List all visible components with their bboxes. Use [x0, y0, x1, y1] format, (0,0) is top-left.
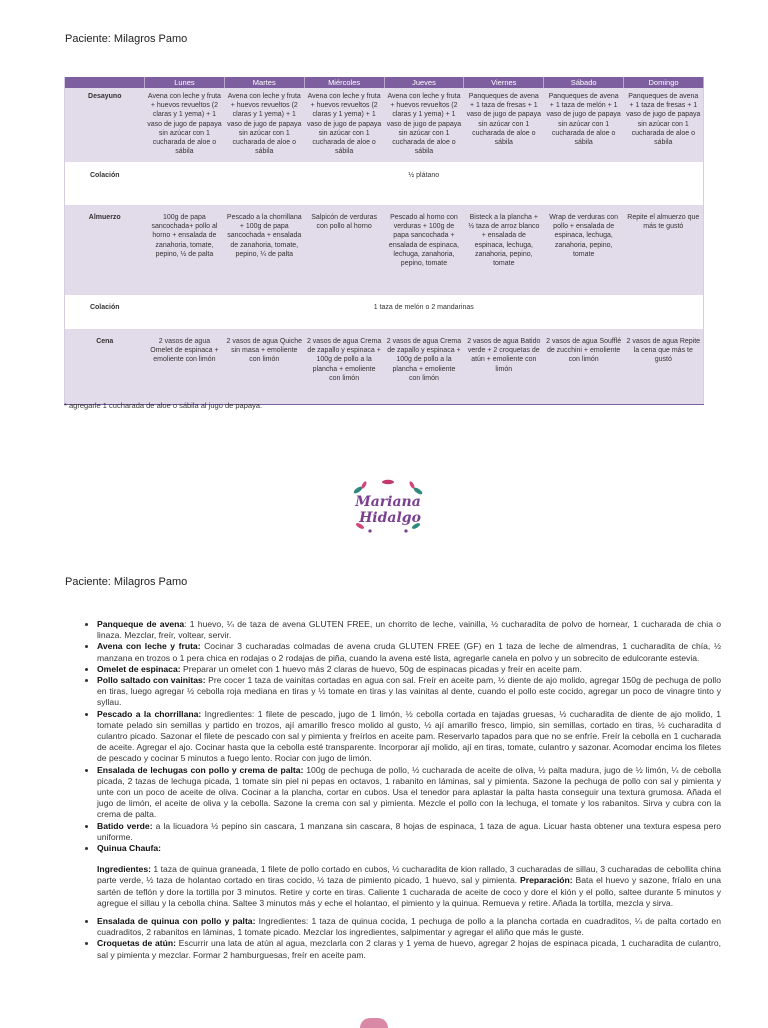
day-header: Jueves: [384, 77, 464, 88]
recipe-list: [80, 619, 721, 961]
recipe-item: [97, 675, 721, 709]
recipe-text: 100g de pechuga de pollo, ½ cucharada de aceite de oliva, ½ palta madura, jugo de ½ limón, ¼ de cebolla picada, 2 tazas de lechuga picada, 1 tomate sin piel ni pepas en octavos, 1 rabanito en láminas, sal y pimienta. Sazone la pechuga de pollo con sal y pimienta y unte con un poco de aceite de oliva. Cocinar a la plancha, cortar en cubos. Usa el tenedor para aplastar la palta hasta conseguir una textura grumosa. Añada el jugo de limón, el aceite de oliva y la cebolla. Sazone la crema con sal y pimienta. Mezcle el pollo con la lechuga, el tomate y los rabanitos. Sirva y cubra con la crema de palta.: [97, 764, 721, 820]
weekly-meal-plan-table: [64, 77, 704, 405]
patient-name-header: Paciente: Milagros Pamo: [65, 33, 188, 45]
recipe-title: Pollo saltado con vainitas:: [97, 675, 206, 686]
meal-cell: Repite el almuerzo que más te gustó: [624, 205, 704, 295]
recipe-title: Panqueque de avena: [97, 619, 185, 629]
meal-label: Cena: [65, 329, 145, 405]
recipe-item: [97, 843, 721, 909]
recipe-text: 1 taza de quinua graneada, 1 filete de pollo cortado en cubos, ½ cucharadita de kion rallado, 3 cucharadas de sillau, 3 cucharadas de cebollita china parte verde, ½ taza de holantao cortado en tiras cocido, ½ taza de pimiento picado, 1 huevo, sal y pimienta.: [97, 864, 721, 886]
recipe-item: [97, 821, 721, 843]
meal-cell: Bisteck a la plancha + ½ taza de arroz blanco + ensalada de espinaca, lechuga, zanahoria, pepino, tomate: [464, 205, 544, 295]
recipe-text: Ingredientes: 1 filete de pescado, jugo de 1 limón, ½ cebolla cortada en tajadas gruesas, ½ cucharadita de diente de ajo molido, 1 tomate pelado sin semillas y partido en trozos, ají amarillo fresco molido al gusto, ½ ají amarillo fresco, limpio, sin semillas, cortado en tiras, ½ cucharadita d culantro picado. Sazonar el filete de pescado con sal y pimienta y freírlos en aceite pam. Reservarlo tapados para que no se enfríe. Freír la cebolla en 1 cucharada de aceite. Agregar el ajo. Cocinar hasta que la cebolla esté transparente. Incorporar ají molido, ají en tiras, tomate, culantro y sazonar. Acomodar encima los filetes de pescado y cocinar 5 minutos a fuego lento. Rociar con jugo de limón.: [97, 708, 721, 764]
meal-cell: Salpicón de verduras con pollo al horno: [304, 205, 384, 295]
recipe-title: Batido verde:: [97, 820, 153, 831]
recipe-item: [97, 938, 721, 960]
day-header: Lunes: [145, 77, 225, 88]
day-header: Sábado: [544, 77, 624, 88]
recipe-title: Croquetas de atún:: [97, 938, 176, 949]
day-header: Viernes: [464, 77, 544, 88]
recipe-title: Avena con leche y fruta:: [97, 641, 201, 652]
mariana-hidalgo-logo: [348, 478, 428, 538]
recipe-title: Ensalada de quinua con pollo y palta:: [97, 916, 256, 927]
recipe-item: [97, 765, 721, 821]
snack-cell: 1 taza de melón o 2 mandarinas: [145, 295, 704, 329]
recipe-item: [97, 916, 721, 938]
recipe-text: Bata el huevo y sazone, fríalo en una sartén de teflón y dore la tortilla por 3 minutos. Retire y corte en tiras. Caliente 1 cucharada de aceite de coco y dore el kión y el pollo, saltee durante 5 minutos y agregue el sillau y la cebolla china. Saltee 3 minutos más y eche el holantao, el pimiento y la quinua. Remueva y retire. Añada la tortilla, mezcla y sirva.: [97, 875, 721, 908]
recipe-text: 1 huevo, ¼ de taza de avena GLUTEN FREE, un chorrito de leche, vainilla, ½ cucharadita de polvo de hornear, 1 cucharada de chia o linaza. Mezclar, freír, voltear, servir.: [97, 619, 721, 641]
patient-name-header: Paciente: Milagros Pamo: [65, 576, 188, 588]
recipe-text: Ingredientes: 1 taza de quinua cocida, 1 pechuga de pollo a la plancha cortada en cuadraditos, ¼ de palta cortado en cuadraditos, 2 rabanitos en láminas, 1 tomate picado. Mezclar los ingredientes, salpimentar y agregar el aliño que más le guste.: [97, 916, 721, 938]
recipe-item: [97, 664, 721, 675]
meal-cell: 2 vasos de agua Omelet de espinaca + emoliente con limón: [145, 329, 225, 405]
day-header: Miércoles: [304, 77, 384, 88]
meal-cell: 2 vasos de agua Soufflé de zucchini + emoliente con limón: [544, 329, 624, 405]
meal-cell: 2 vasos de agua Repite la cena que más te gustó: [624, 329, 704, 405]
meal-cell: Panqueques de avena + 1 taza de fresas + 1 vaso de jugo de papaya sin azúcar con 1 cucharada de aloe o sábila: [464, 88, 544, 162]
recipe-subtitle: Preparación:: [520, 875, 573, 886]
recipe-text: Pre cocer 1 taza de vainitas cortadas en agua con sal. Freír en aceite pam, ½ diente de ajo molido, agregar 150g de pechuga de pollo en tiras, luego agregar ½ cebolla roja mediana en tiras y ½ tomate en tiras y las vainitas al dente, cuando el pollo este cocido, agregar un poco de vinagre tinto y syllau.: [97, 675, 721, 708]
meal-label: Colación: [65, 295, 145, 329]
meal-cell: Pescado al horno con verduras + 100g de papa sancochada + ensalada de espinaca, lechuga, zanahoria, pepino, tomate: [384, 205, 464, 295]
recipe-text: Preparar un omelet con 1 huevo más 2 claras de huevo, 50g de espinacas picadas y freír en aceite pam.: [180, 663, 582, 674]
days-header-row: [65, 77, 704, 88]
meal-cell: 2 vasos de agua Crema de zapallo y espinaca + 100g de pollo a la plancha + emoliente con limón: [304, 329, 384, 405]
meal-cell: Wrap de verduras con pollo + ensalada de espinaca, lechuga, zanahoria, pepino, tomate: [544, 205, 624, 295]
meal-cell: 2 vasos de agua Crema de zapallo y espinaca + 100g de pollo a la plancha + emoliente con limón: [384, 329, 464, 405]
meal-cell: Avena con leche y fruta + huevos revueltos (2 claras y 1 yema) + 1 vaso de jugo de papaya sin azúcar con 1 cucharada de aloe o sábila: [145, 88, 225, 162]
meal-cell: Panqueques de avena + 1 taza de melón + 1 vaso de jugo de papaya sin azúcar con 1 cucharada de aloe o sábila: [544, 88, 624, 162]
snack-cell: ½ plátano: [145, 162, 704, 205]
meal-cell: 100g de papa sancochada+ pollo al horno + ensalada de zanahoria, tomate, pepino, ½ de palta: [145, 205, 225, 295]
meal-label: Colación: [65, 162, 145, 205]
logo-text-line1: Mariana: [355, 494, 421, 510]
recipe-item: [97, 709, 721, 765]
logo-partial-icon: [360, 1018, 388, 1028]
colacion-row: [65, 295, 704, 329]
recipe-subtitle: Ingredientes:: [97, 864, 151, 875]
recipe-text: a la licuadora ½ pepino sin cascara, 1 manzana sin cascara, 8 hojas de espinaca, 1 taza de agua. Licuar hasta obtener una textura espesa pero uniforme.: [97, 820, 721, 842]
day-header: Martes: [224, 77, 304, 88]
colacion-row: [65, 162, 704, 205]
meal-label: Almuerzo: [65, 205, 145, 295]
meal-cell: 2 vasos de agua Quiche sin masa + emoliente con limón: [224, 329, 304, 405]
almuerzo-row: [65, 205, 704, 295]
recipe-title: Omelet de espinaca:: [97, 663, 181, 674]
recipe-text: Escurrir una lata de atún al agua, mezclarla con 2 claras y 1 yema de huevo, agregar 2 hojas de espinaca picada, 1 cucharadita de culantro, sal y pimienta y mezclar. Formar 2 hamburguesas, freír en aceite pam.: [97, 938, 721, 960]
recipe-title: Quinua Chaufa:: [97, 843, 161, 854]
recipe-item: [97, 641, 721, 663]
meal-cell: Pescado a la chorrillana + 100g de papa sancochada + ensalada de zanahoria, tomate, pepino, ¼ de palta: [224, 205, 304, 295]
recipe-subsection: [97, 864, 721, 909]
meal-cell: Avena con leche y fruta + huevos revueltos (2 claras y 1 yema) + 1 vaso de jugo de papaya sin azúcar con 1 cucharada de aloe o sábila: [304, 88, 384, 162]
day-header: Domingo: [624, 77, 704, 88]
recipe-item: • Panqueque de avena: 1 huevo, ¼ de taza de avena GLUTEN FREE, un chorrito de leche, vainilla, ½ cucharadita de polvo de hornear, 1 cucharada de chia o linaza. Mezclar, freír, voltear, servir.: [97, 619, 721, 641]
cena-row: [65, 329, 704, 405]
meal-cell: Avena con leche y fruta + huevos revueltos (2 claras y 1 yema) + 1 vaso de jugo de papaya sin azúcar con 1 cucharada de aloe o sábila: [384, 88, 464, 162]
meal-cell: Panqueques de avena + 1 taza de fresas + 1 vaso de jugo de papaya sin azúcar con 1 cucharada de aloe o sábila: [624, 88, 704, 162]
meal-cell: 2 vasos de agua Batido verde + 2 croquetas de atún + emoliente con limón: [464, 329, 544, 405]
logo-text-line2: Hidalgo: [359, 510, 421, 526]
meal-cell: Avena con leche y fruta + huevos revueltos (2 claras y 1 yema) + 1 vaso de jugo de papaya sin azúcar con 1 cucharada de aloe o sábila: [224, 88, 304, 162]
recipe-text: Cocinar 3 cucharadas colmadas de avena cruda GLUTEN FREE (GF) en 1 taza de leche de almendras, 1 cucharadita de chía, ½ manzana en trozos o 1 pera chica en rodajas o 2 rodajas de piña, cuando la avena esté lista, agregarle canela en polvo y un sobrecito de edulcorante estevia.: [97, 641, 721, 663]
footnote: * agregarle 1 cucharada de aloe o sábila al jugo de papaya.: [64, 401, 263, 410]
meal-label: Desayuno: [65, 88, 145, 162]
recipe-title: Pescado a la chorrillana:: [97, 708, 202, 719]
desayuno-row: [65, 88, 704, 162]
corner-cell: [65, 77, 145, 88]
recipe-title: Ensalada de lechugas con pollo y crema de palta:: [97, 764, 304, 775]
